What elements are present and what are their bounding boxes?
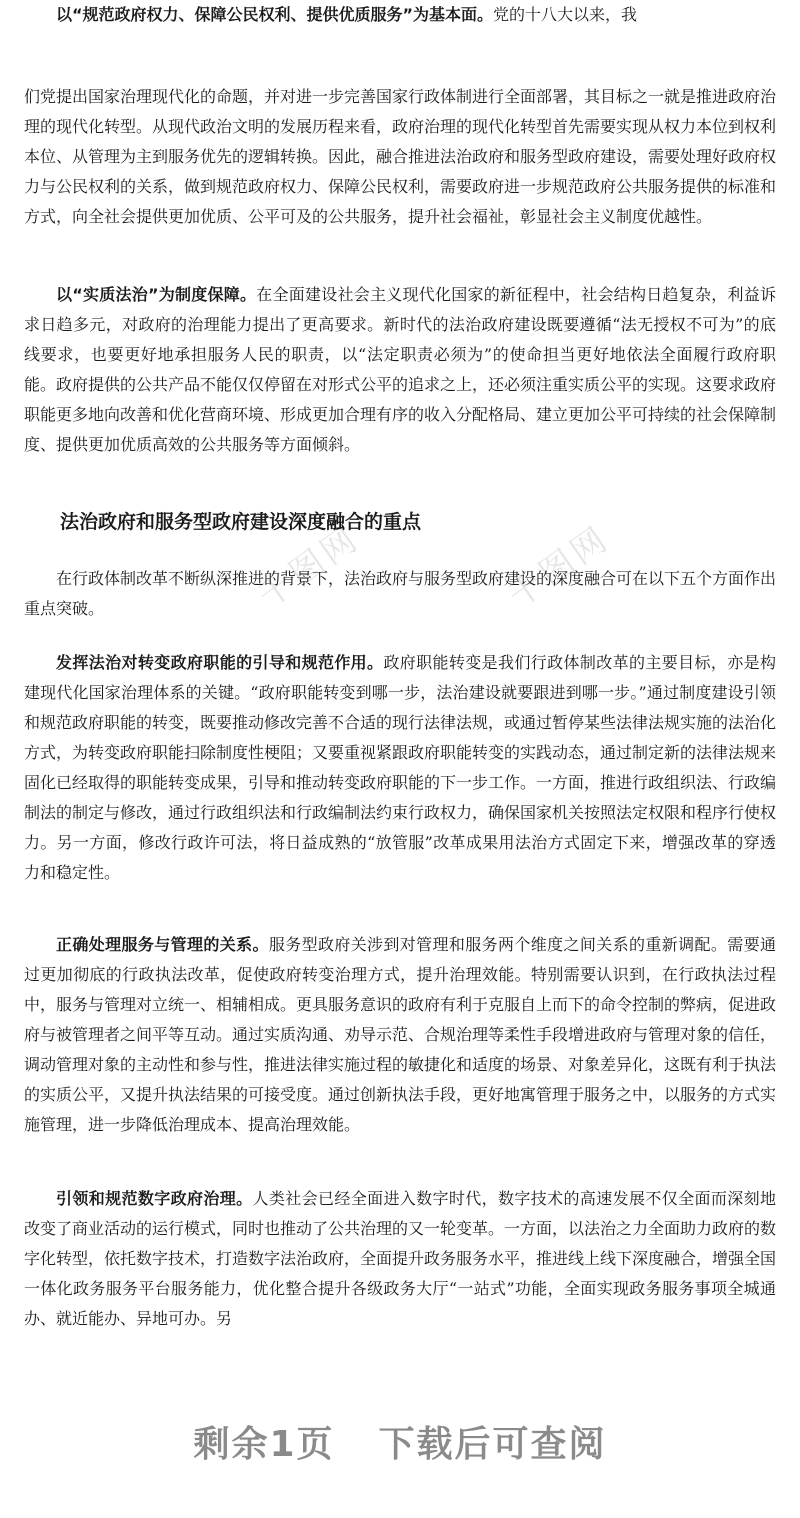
paragraph: 在行政体制改革不断纵深推进的背景下，法治政府与服务型政府建设的深度融合可在以下五个方面作出重点突破。 bbox=[24, 569, 777, 618]
paragraph-text: 政府职能转变是我们行政体制改革的主要目标，亦是构建现代化国家治理体系的关键。“政府职能转变到哪一步，法治建设就要跟进到哪一步。”通过制度建设引领和规范政府职能的转变，既要推动修改完善不合适的现行法律法规，或通过暂停某些法律法规实施的法治化方式，为转变政府职能扫除制度性梗阻；又要重视紧跟政府职能转变的实践动态，通过制定新的法律法规来固化已经取得的职能转变成果，引导和推动转变政府职能的下一步工作。一方面，推进行政组织法、行政编制法的制定与修改，通过行政组织法和行政编制法约束行政权力，确保国家机关按照法定权限和程序行使权力。另一方面，修改行政许可法，将日益成熟的“放管服”改革成果用法治方式固定下来，增强改革的穿透力和稳定性。 bbox=[24, 653, 777, 882]
download-prompt-banner[interactable] bbox=[0, 1416, 800, 1467]
watermark: 千图网 bbox=[250, 518, 368, 617]
paragraph-lead: 正确处理服务与管理的关系。 bbox=[56, 935, 269, 954]
remaining-pages-label: 剩余1页 bbox=[193, 1424, 335, 1465]
paragraph-text: 党的十八大以来，我 bbox=[493, 5, 638, 24]
paragraph-lead: 以“实质法治”为制度保障。 bbox=[56, 285, 257, 304]
paragraph bbox=[24, 648, 776, 888]
paragraph-lead: 发挥法治对转变政府职能的引导和规范作用。 bbox=[56, 653, 384, 672]
paragraph-lead: 引领和规范数字政府治理。 bbox=[56, 1189, 253, 1208]
paragraph-lead: 以“规范政府权力、保障公民权利、提供优质服务”为基本面。 bbox=[56, 5, 494, 24]
watermark: 千图网 bbox=[500, 518, 618, 617]
paragraph bbox=[24, 1184, 776, 1334]
section-heading: 法治政府和服务型政府建设深度融合的重点 bbox=[60, 511, 422, 533]
download-to-read-label[interactable]: 下载后可查阅 bbox=[378, 1424, 607, 1465]
paragraph-text: 服务型政府关涉到对管理和服务两个维度之间关系的重新调配。需要通过更加彻底的行政执法改革，促使政府转变治理方式，提升治理效能。特别需要认识到，在行政执法过程中，服务与管理对立统一、相辅相成。更具服务意识的政府有利于克服自上而下的命令控制的弊病，促进政府与被管理者之间平等互动。通过实质沟通、劝导示范、合规治理等柔性手段增进政府与管理对象的信任，调动管理对象的主动性和参与性，推进法律实施过程的敏捷化和适度的场景、对象差异化，这既有利于执法的实质公平，又提升执法结果的可接受度。通过创新执法手段，更好地寓管理于服务之中，以服务的方式实施管理，进一步降低治理成本、提高治理效能。 bbox=[24, 935, 777, 1134]
paragraph-continuation: 们党提出国家治理现代化的命题，并对进一步完善国家行政体制进行全面部署，其目标之一就是推进政府治理的现代化转型。从现代政治文明的发展历程来看，政府治理的现代化转型首先需要实现从权力本位到权利本位、从管理为主到服务优先的逻辑转换。因此，融合推进法治政府和服务型政府建设，需要处理好政府权力与公民权利的关系，做到规范政府权力、保障公民权利，需要政府进一步规范政府公共服务提供的标准和方式，向全社会提供更加优质、公平可及的公共服务，提升社会福祉，彰显社会主义制度优越性。 bbox=[24, 87, 777, 226]
paragraph-text: 在全面建设社会主义现代化国家的新征程中，社会结构日趋复杂，利益诉求日趋多元，对政府的治理能力提出了更高要求。新时代的法治政府建设既要遵循“法无授权不可为”的底线要求，也要更好地承担服务人民的职责，以“法定职责必须为”的使命担当更好地依法全面履行政府职能。政府提供的公共产品不能仅仅停留在对形式公平的追求之上，还必须注重实质公平的实现。这要求政府职能更多地向改善和优化营商环境、形成更加合理有序的收入分配格局、建立更加公平可持续的社会保障制度、提供更加优质高效的公共服务等方面倾斜。 bbox=[24, 285, 777, 454]
paragraph bbox=[24, 930, 776, 1140]
paragraph bbox=[24, 280, 776, 460]
paragraph-first-line bbox=[24, 0, 776, 30]
paragraph-text: 人类社会已经全面进入数字时代，数字技术的高速发展不仅全面而深刻地改变了商业活动的运行模式，同时也推动了公共治理的又一轮变革。一方面，以法治之力全面助力政府的数字化转型，依托数字技术，打造数字法治政府，全面提升政务服务水平，推进线上线下深度融合，增强全国一体化政务服务平台服务能力，优化整合提升各级政务大厅“一站式”功能，全面实现政务服务事项全城通办、就近能办、异地可办。另 bbox=[24, 1189, 777, 1328]
